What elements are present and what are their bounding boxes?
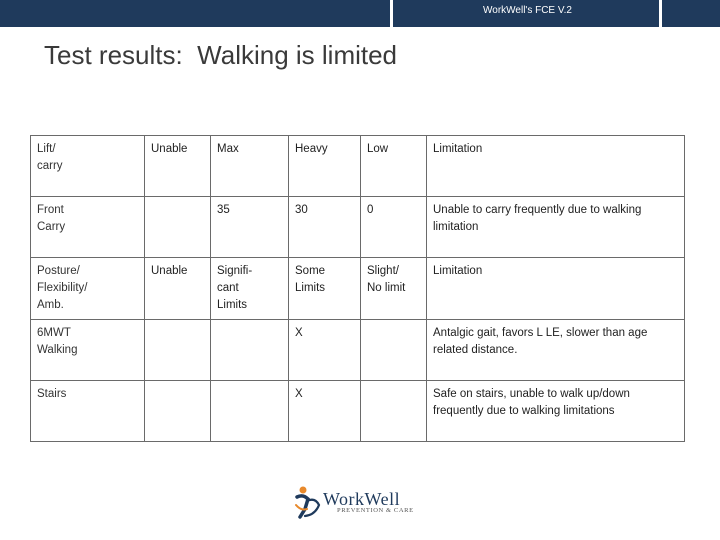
table-cell: Antalgic gait, favors L LE, slower than age related distance. (427, 320, 685, 381)
logo-tagline: PREVENTION & CARE (337, 507, 414, 514)
table-cell: 0 (361, 197, 427, 258)
header-label: WorkWell's FCE V.2 (483, 5, 572, 16)
row-label-cell: Posture/ Flexibility/ Amb. (31, 258, 145, 320)
row-label-cell: Stairs (31, 381, 145, 442)
table-cell: Limitation (427, 136, 685, 197)
table-cell: Unable (145, 258, 211, 320)
row-label-cell: 6MWT Walking (31, 320, 145, 381)
table-row (31, 381, 685, 442)
table-cell: Heavy (289, 136, 361, 197)
row-label-cell: Lift/ carry (31, 136, 145, 197)
table-cell: 30 (289, 197, 361, 258)
table-cell: Limitation (427, 258, 685, 320)
workwell-figure-icon (293, 485, 323, 519)
header-bar (0, 0, 720, 27)
page-title: Test results: Walking is limited (44, 40, 398, 70)
table-cell (145, 320, 211, 381)
table-row (31, 197, 685, 258)
table-cell: Signifi- cant Limits (211, 258, 289, 320)
table-cell: Unable to carry frequently due to walking limitation (427, 197, 685, 258)
table-cell (145, 381, 211, 442)
results-table (30, 135, 685, 442)
table-cell: Some Limits (289, 258, 361, 320)
table-cell (361, 320, 427, 381)
workwell-logo (293, 485, 423, 519)
table-cell: Unable (145, 136, 211, 197)
table-cell: Low (361, 136, 427, 197)
table-cell: Max (211, 136, 289, 197)
table-cell: 35 (211, 197, 289, 258)
header-divider (390, 0, 393, 27)
table-cell: X (289, 320, 361, 381)
table-row (31, 320, 685, 381)
table-cell: Slight/ No limit (361, 258, 427, 320)
table-row (31, 258, 685, 320)
table-cell (211, 381, 289, 442)
table-cell: X (289, 381, 361, 442)
row-label-cell: Front Carry (31, 197, 145, 258)
table-cell: Safe on stairs, unable to walk up/down frequently due to walking limitations (427, 381, 685, 442)
table-cell (211, 320, 289, 381)
table-row (31, 136, 685, 197)
table-cell (145, 197, 211, 258)
logo-wordmark: WorkWell (323, 489, 401, 509)
table-cell (361, 381, 427, 442)
